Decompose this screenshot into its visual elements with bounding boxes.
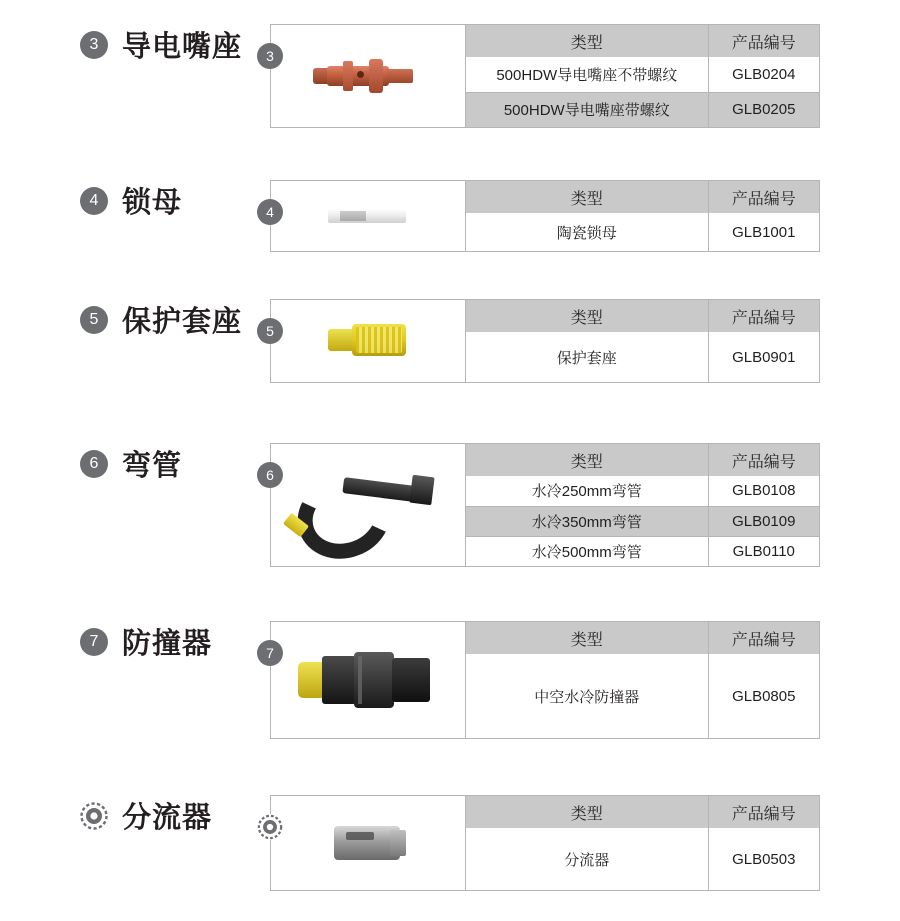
spec-table-7: [466, 622, 819, 738]
table-row: [466, 332, 819, 382]
card-gear-icon: [257, 814, 283, 840]
product-card-diffuser: [270, 795, 820, 891]
section-label-4: [0, 180, 270, 221]
header-code: 产品编号: [708, 25, 819, 57]
section-label-diffuser: [0, 795, 270, 836]
product-image-lock-nut: [271, 181, 466, 251]
gear-icon: [80, 802, 108, 830]
section-title-3: 导电嘴座: [122, 31, 243, 63]
cell-type: 中空水冷防撞器: [466, 654, 708, 738]
header-type: 类型: [466, 622, 708, 654]
section-label-6: [0, 443, 270, 484]
card-badge-5: 5: [257, 318, 283, 344]
header-type: 类型: [466, 796, 708, 828]
cell-type: 陶瓷锁母: [466, 213, 708, 251]
spec-table-6: [466, 444, 819, 566]
product-image-bent-neck-tube: [271, 444, 466, 566]
cell-code: GLB0205: [708, 92, 819, 127]
header-type: 类型: [466, 444, 708, 476]
card-badge-3: 3: [257, 43, 283, 69]
cell-type: 保护套座: [466, 332, 708, 382]
product-image-nozzle-holder: [271, 300, 466, 382]
product-card-7: [266, 621, 820, 739]
table-row: [466, 506, 819, 536]
table-row: [466, 213, 819, 251]
product-card-3: [266, 24, 820, 128]
card-badge-7: 7: [257, 640, 283, 666]
section-title-6: 弯管: [122, 450, 183, 482]
section-title-7: 防撞器: [122, 628, 213, 660]
table-header-row: [466, 181, 819, 213]
table-header-row: [466, 444, 819, 476]
cell-type: 水冷500mm弯管: [466, 536, 708, 566]
section-label-7: [0, 621, 270, 662]
section-badge-3: 3: [80, 31, 108, 59]
table-header-row: [466, 622, 819, 654]
section-label-3: [0, 24, 270, 65]
cell-type: 水冷250mm弯管: [466, 476, 708, 506]
nozzle-holder-art: [322, 318, 414, 364]
header-code: 产品编号: [708, 181, 819, 213]
table-row: [466, 828, 819, 890]
section-title-5: 保护套座: [122, 306, 243, 338]
section-badge-5: 5: [80, 306, 108, 334]
table-row: [466, 57, 819, 92]
lock-nut-art: [328, 205, 408, 227]
anti-collision-device-art: [298, 648, 438, 712]
product-card-6: [266, 443, 820, 567]
product-section-3: [0, 24, 900, 128]
contact-tip-holder-art: [313, 53, 423, 99]
header-type: 类型: [466, 181, 708, 213]
cell-code: GLB0110: [732, 542, 795, 560]
section-badge-7: 7: [80, 628, 108, 656]
bent-neck-tube-art: [283, 462, 453, 548]
cell-code: GLB0503: [732, 850, 796, 868]
spec-table-3: [466, 25, 819, 127]
product-section-7: [0, 621, 900, 739]
header-type: 类型: [466, 25, 708, 57]
table-header-row: [466, 25, 819, 57]
section-title-diffuser: 分流器: [122, 802, 213, 834]
section-title-4: 锁母: [122, 187, 183, 219]
section-badge-4: 4: [80, 187, 108, 215]
cell-code: GLB0109: [708, 506, 819, 536]
header-code: 产品编号: [708, 300, 819, 332]
cell-code: GLB0901: [732, 348, 796, 366]
cell-type: 500HDW导电嘴座不带螺纹: [466, 57, 708, 92]
cell-type: 水冷350mm弯管: [466, 506, 708, 536]
card-badge-6: 6: [257, 462, 283, 488]
table-header-row: [466, 300, 819, 332]
section-label-5: [0, 299, 270, 340]
table-row: [466, 536, 819, 566]
section-badge-6: 6: [80, 450, 108, 478]
header-code: 产品编号: [708, 796, 819, 828]
product-image-gas-diffuser: [271, 796, 466, 890]
table-row: [466, 92, 819, 127]
product-image-contact-tip-holder: [271, 25, 466, 127]
spec-table-diffuser: [466, 796, 819, 890]
card-badge-4: 4: [257, 199, 283, 225]
spec-table-4: [466, 181, 819, 251]
product-card-4: [266, 180, 820, 252]
cell-type: 分流器: [466, 828, 708, 890]
product-section-5: [0, 299, 900, 383]
product-image-anti-collision-device: [271, 622, 466, 738]
spec-table-5: [466, 300, 819, 382]
table-row: [466, 476, 819, 506]
table-row: [466, 654, 819, 738]
header-code: 产品编号: [708, 444, 819, 476]
product-section-diffuser: [0, 795, 900, 891]
cell-code: GLB0108: [708, 476, 819, 506]
header-code: 产品编号: [708, 622, 819, 654]
gas-diffuser-art: [324, 820, 412, 866]
cell-type: 500HDW导电嘴座带螺纹: [466, 92, 708, 127]
cell-code: GLB1001: [732, 223, 796, 241]
product-card-5: [266, 299, 820, 383]
product-section-4: [0, 180, 900, 252]
cell-code: GLB0805: [732, 687, 796, 705]
table-header-row: [466, 796, 819, 828]
product-section-6: [0, 443, 900, 567]
cell-code: GLB0204: [708, 57, 819, 92]
header-type: 类型: [466, 300, 708, 332]
